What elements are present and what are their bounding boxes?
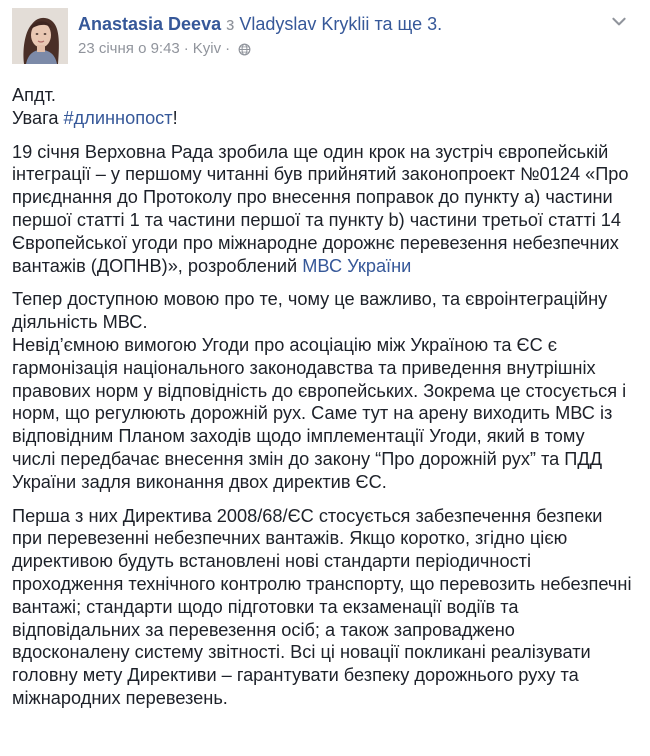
text-line: вдосконалену систему звітності. Всі ці новації покликані реалізувати (12, 642, 591, 663)
text-line (12, 107, 638, 130)
text-line: 19 січня Верховна Рада зробила ще один крок на зустріч європейській (12, 141, 609, 162)
author-line (78, 12, 598, 36)
text-line: правових норм у відповідність до європейських. Зокрема це стосується і (12, 380, 627, 401)
text-line: першої статті 1 та частини першої та пункту b) частини третьої статті 14 (12, 209, 622, 230)
text-line: Тепер доступною мовою про те, чому це важливо, та євроінтеграційну (12, 289, 608, 310)
text-line: відповідальних за перевезення осіб; а також запроваджено (12, 619, 515, 640)
author-avatar[interactable] (12, 8, 68, 64)
globe-icon[interactable] (238, 43, 251, 56)
hashtag-link[interactable]: #длиннопост (63, 107, 173, 128)
text-line: норм, що регулюють дорожній рух. Саме тут на арену виходить МВС із (12, 403, 613, 424)
paragraph-intro (12, 84, 638, 130)
text-line: Невід’ємною вимогою Угоди про асоціацію між Україною та ЄС є (12, 334, 558, 355)
chevron-down-icon[interactable] (610, 12, 628, 30)
text-line: відповідним Планом заходів щодо імплементації Угоди, який в тому (12, 426, 585, 447)
text-line: гармонізація національного законодавства та приведення внутрішніх (12, 357, 596, 378)
text-line: при перевезенні небезпечних вантажів. Якщо коротко, згідно цією (12, 528, 568, 549)
paragraph-news (12, 141, 638, 278)
text-fragment: ! (172, 107, 178, 128)
avatar-photo (12, 8, 68, 64)
post-location-link[interactable]: Kyiv (192, 40, 222, 57)
text-line: Європейської угоди про міжнародне дорожнє перевезення небезпечних (12, 232, 619, 253)
post-header (12, 8, 638, 64)
text-line: головну мету Директиви – гарантувати безпеку дорожнього руху та (12, 665, 579, 686)
text-line: числі передбачає внесення змін до закону “Про дорожній рух” та ПДД (12, 448, 603, 469)
text-line: міжнародних перевезень. (12, 687, 228, 708)
paragraph-explanation (12, 288, 638, 493)
post-meta (78, 12, 598, 58)
text-line: інтеграції – у першому читанні був прийнятий законопроект №0124 «Про (12, 164, 629, 185)
meta-separator-2: · (225, 40, 231, 57)
with-text: з (226, 14, 235, 34)
text-line: Перша з них Директива 2008/68/ЄС стосується забезпечення безпеки (12, 505, 603, 526)
text-fragment: вантажів (ДОПНВ)», розроблений (12, 255, 303, 276)
tagged-user-link[interactable]: Vladyslav Kryklii (239, 14, 370, 34)
paragraph-directive (12, 505, 638, 710)
timestamp-line (78, 40, 598, 58)
page-mention-link[interactable]: МВС України (302, 255, 412, 276)
author-name-link[interactable]: Anastasia Deeva (78, 14, 222, 34)
post-timestamp-link[interactable]: 23 січня о 9:43 (78, 40, 180, 57)
text-line: приєднання до Протоколу про внесення поправок до пункту а) частини (12, 187, 613, 208)
meta-separator: · (183, 40, 189, 57)
tagged-others-link[interactable]: та ще 3. (374, 14, 443, 34)
text-line (12, 255, 638, 278)
text-line: діяльність МВС. (12, 312, 148, 333)
text-line: проходження технічного контролю транспорту, що перевозить небезпечні (12, 573, 632, 594)
post-body (12, 84, 638, 710)
text-line: директивою будуть встановлені нові стандарти періодичності (12, 551, 532, 572)
text-fragment: Увага (12, 107, 64, 128)
text-line: вантажі; стандарти щодо підготовки та екзаменації водіїв та (12, 596, 519, 617)
text-line: України задля виконання двох директив ЄС. (12, 471, 387, 492)
text-line: Апдт. (12, 85, 56, 105)
